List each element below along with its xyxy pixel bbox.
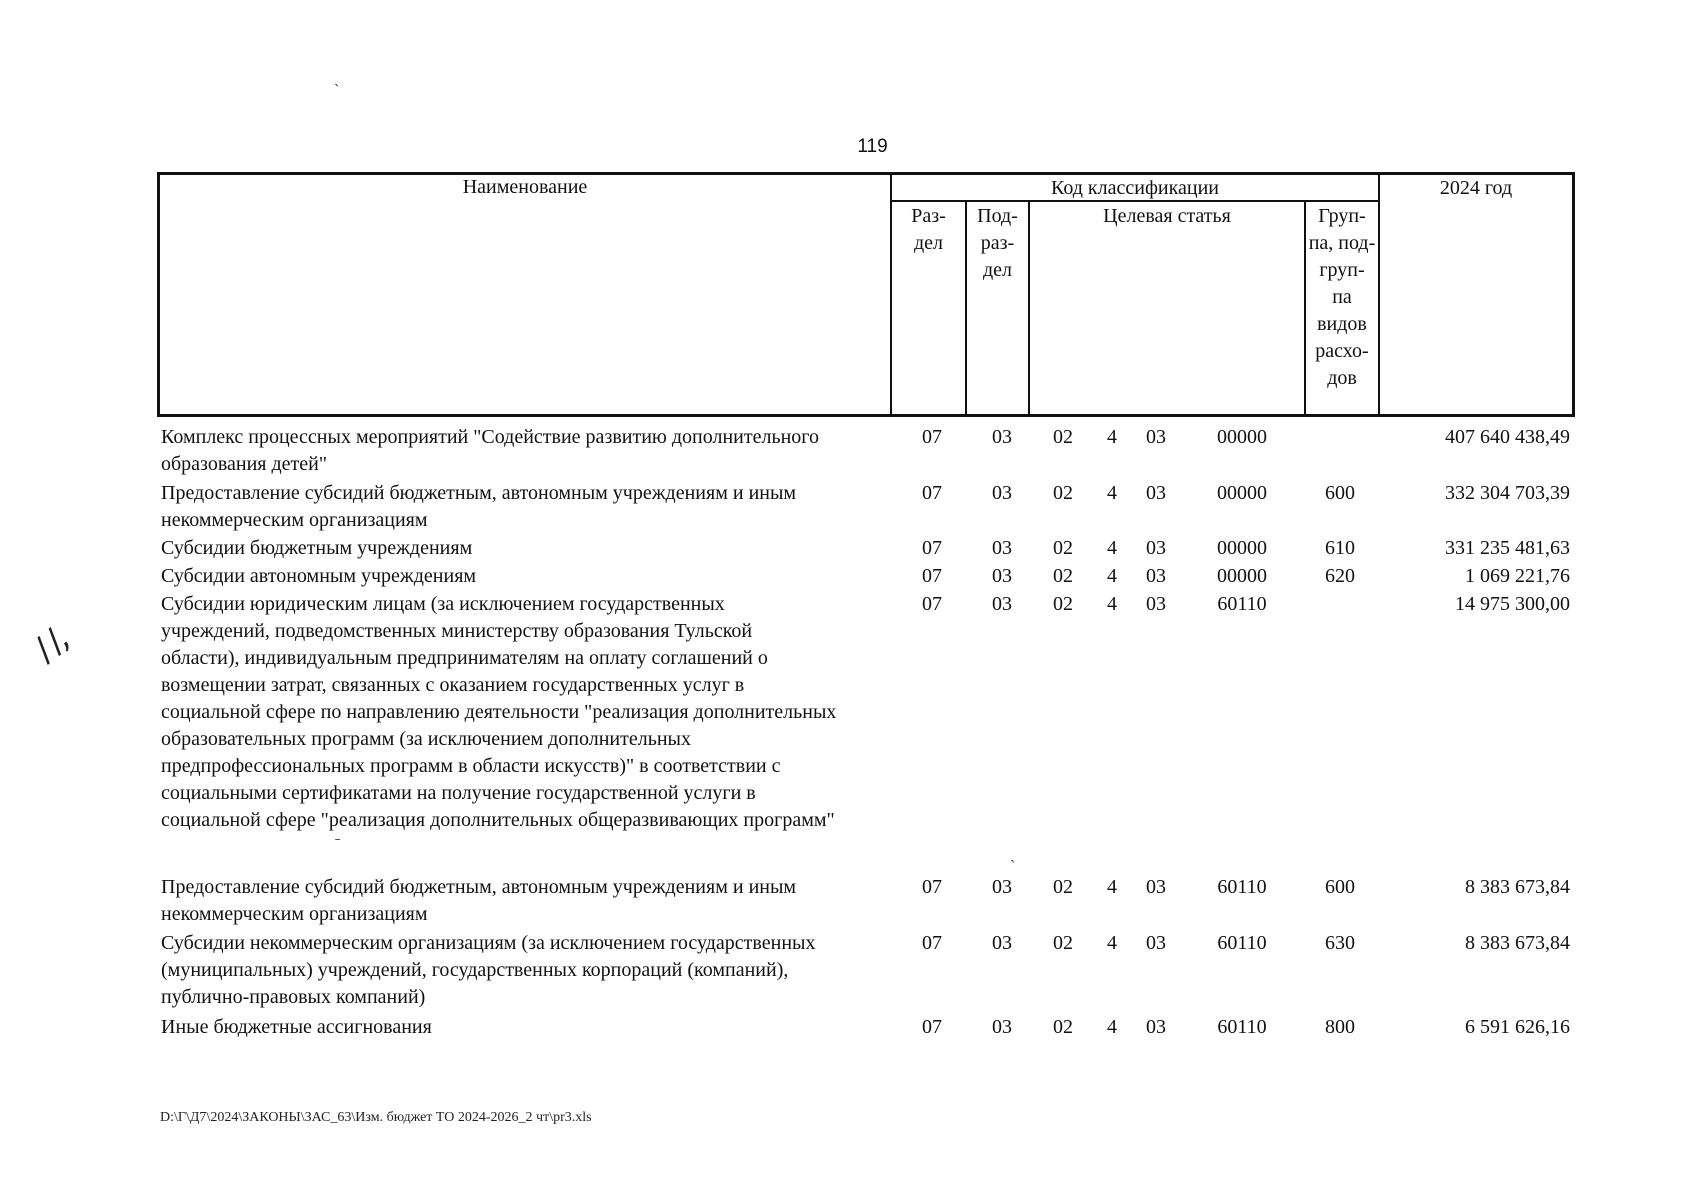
row-podrazdel: 03 [992,426,1012,448]
row-group: 620 [1325,565,1355,587]
header-border-left [157,172,160,417]
row-razdel: 07 [922,565,942,587]
row-target-program: 02 [1053,932,1073,954]
handwritten-mark: / /, [26,620,74,670]
row-razdel: 07 [922,932,942,954]
row-name: Иные бюджетные ассигнования [161,1016,432,1038]
row-target-complex: 03 [1146,482,1166,504]
row-target-direction: 00000 [1217,565,1267,587]
row-target-complex: 03 [1146,932,1166,954]
row-amount: 331 235 481,63 [1445,537,1570,559]
row-target-type: 4 [1107,932,1117,954]
row-podrazdel: 03 [992,876,1012,898]
row-target-direction: 60110 [1217,593,1267,615]
row-target-type: 4 [1107,426,1117,448]
row-target-program: 02 [1053,565,1073,587]
stray-mark: ˋ [1010,858,1016,875]
row-podrazdel: 03 [992,932,1012,954]
row-razdel: 07 [922,876,942,898]
row-target-direction: 60110 [1217,876,1267,898]
row-name: Субсидии бюджетным учреждениям [161,537,473,559]
row-amount: 1 069 221,76 [1465,565,1570,587]
row-target-complex: 03 [1146,1016,1166,1038]
header-border-right [1572,172,1575,417]
row-target-direction: 60110 [1217,1016,1267,1038]
row-target-program: 02 [1053,593,1073,615]
row-podrazdel: 03 [992,593,1012,615]
row-name: Предоставление субсидий бюджетным, автономным учреждениям и иным некоммерческим организациям [161,876,797,925]
page-number: 119 [857,136,888,157]
row-name: Субсидии юридическим лицам (за исключением государственных учреждений, подведомственных министерству образования Тульской области), индивидуальным предпринимателям на оплату соглашений о возмещении затрат, связанных с оказанием государственных услуг в социальной сфере по направлению деятельности "реализация дополнительных образовательных программ (за исключением дополнительных предпрофессиональных программ в области искусств)" в соответствии с социальными сертификатами на получение государственной услуги в социальной сфере "реализация дополнительных общеразвивающих программ" [161,593,837,831]
row-group: 600 [1325,482,1355,504]
row-target-complex: 03 [1146,593,1166,615]
row-target-program: 02 [1053,426,1073,448]
row-amount: 6 591 626,16 [1465,1016,1570,1038]
row-target-type: 4 [1107,482,1117,504]
row-target-type: 4 [1107,565,1117,587]
row-razdel: 07 [922,482,942,504]
row-name: Комплекс процессных мероприятий "Содействие развитию дополнительного образования детей" [161,426,819,475]
row-target-type: 4 [1107,593,1117,615]
row-amount: 407 640 438,49 [1445,426,1570,448]
row-amount: 14 975 300,00 [1455,593,1570,615]
row-amount: 332 304 703,39 [1445,482,1570,504]
row-group: 610 [1325,537,1355,559]
header-classification: Код классификации [1050,177,1220,199]
row-target-complex: 03 [1146,565,1166,587]
row-razdel: 07 [922,426,942,448]
header-name: Наименование [462,176,588,198]
row-podrazdel: 03 [992,482,1012,504]
stray-mark: ˉ [335,836,341,853]
row-name: Предоставление субсидий бюджетным, автономным учреждениям и иным некоммерческим организациям [161,482,797,531]
row-target-direction: 00000 [1217,426,1267,448]
row-target-type: 4 [1107,876,1117,898]
row-razdel: 07 [922,537,942,559]
row-target-complex: 03 [1146,876,1166,898]
row-target-program: 02 [1053,482,1073,504]
row-podrazdel: 03 [992,565,1012,587]
row-target-program: 02 [1053,537,1073,559]
row-name: Субсидии некоммерческим организациям (за исключением государственных (муниципальных) учреждений, государственных корпораций (компаний), публично-правовых компаний) [161,932,816,1008]
table-header [157,172,1575,417]
row-group: 800 [1325,1016,1355,1038]
divider-podrazdel [1028,201,1030,417]
divider-group [1378,172,1380,417]
stray-mark: ˋ [334,82,340,99]
row-razdel: 07 [922,593,942,615]
row-group: 630 [1325,932,1355,954]
header-target: Целевая статья [1103,205,1231,227]
row-target-program: 02 [1053,876,1073,898]
row-name: Субсидии автономным учреждениям [161,565,477,587]
row-razdel: 07 [922,1016,942,1038]
row-target-direction: 60110 [1217,932,1267,954]
row-target-complex: 03 [1146,426,1166,448]
row-group: 600 [1325,876,1355,898]
row-podrazdel: 03 [992,1016,1012,1038]
header-year: 2024 год [1439,177,1513,199]
header-podrazdel: Под- раз- дел [977,205,1018,281]
file-path-footer: D:\Г\Д7\2024\ЗАКОНЫ\ЗАС_63\Изм. бюджет ТО 2024-2026_2 чт\pr3.xls [160,1110,592,1125]
header-razdel: Раз- дел [911,205,946,254]
row-amount: 8 383 673,84 [1465,876,1570,898]
row-target-type: 4 [1107,1016,1117,1038]
row-target-program: 02 [1053,1016,1073,1038]
row-target-complex: 03 [1146,537,1166,559]
row-amount: 8 383 673,84 [1465,932,1570,954]
header-border-bottom [157,414,1575,417]
header-group: Груп- па, под- груп- па видов расхо- дов [1308,205,1376,389]
row-target-direction: 00000 [1217,537,1267,559]
row-target-type: 4 [1107,537,1117,559]
row-podrazdel: 03 [992,537,1012,559]
row-target-direction: 00000 [1217,482,1267,504]
